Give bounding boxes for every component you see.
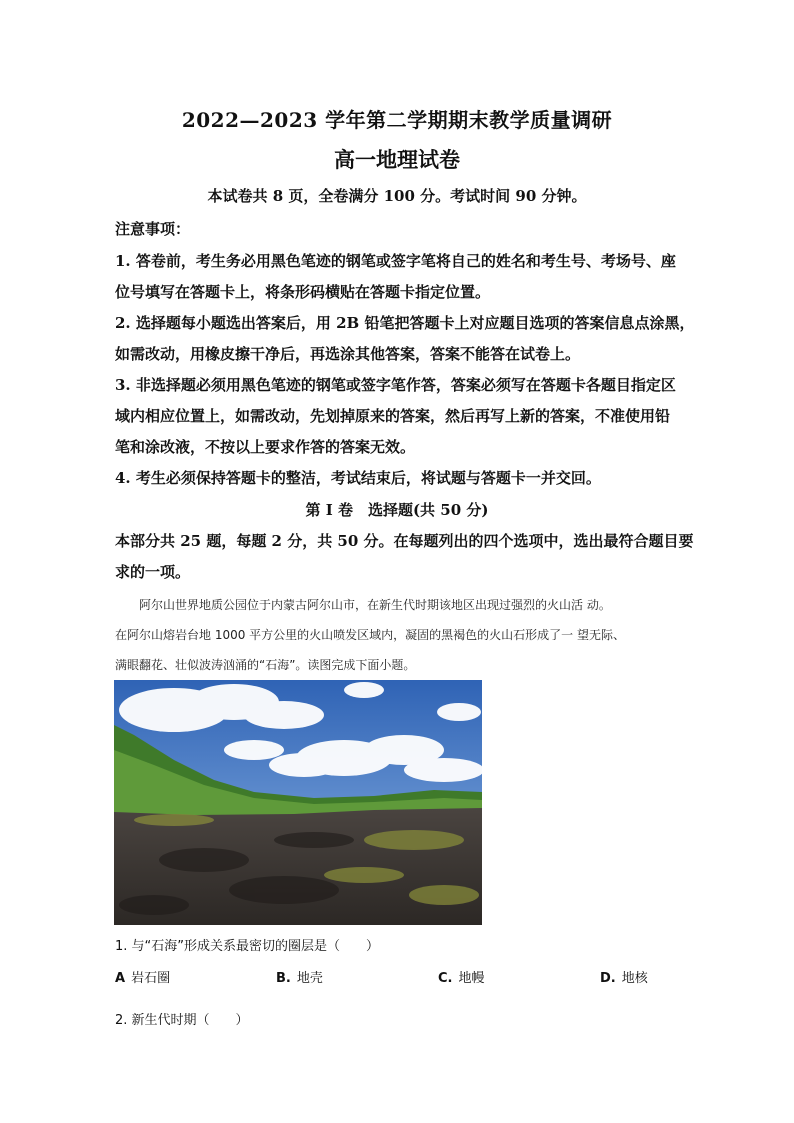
exam-subtitle: 高一地理试卷 — [334, 147, 460, 172]
question-1-option-d[interactable] — [600, 967, 648, 986]
notes-line: 域内相应位置上，如需改动，先划掉原来的答案，然后再写上新的答案，不准使用铅 — [115, 407, 671, 425]
option-key: C. — [438, 971, 453, 986]
passage-line: 满眼翻花、壮似波涛汹涌的“石海”。读图完成下面小题。 — [115, 658, 416, 672]
exam-info: 本试卷共 8 页，全卷满分 100 分。考试时间 90 分钟。 — [207, 187, 587, 205]
notes-line: 1. 答卷前，考生务必用黑色笔迹的钢笔或签字笔将自己的姓名和考生号、考场号、座 — [115, 252, 676, 270]
question-1-option-a[interactable] — [115, 967, 170, 986]
question-1: 1. 与“石海”形成关系最密切的圈层是（ ） — [115, 939, 380, 954]
option-label: 地核 — [621, 971, 648, 986]
passage-line: 在阿尔山熔岩台地 1000 平方公里的火山喷发区域内，凝固的黑褐色的火山石形成了一 望无际、 — [115, 628, 625, 642]
section-heading: 第 I 卷 选择题(共 50 分) — [305, 501, 489, 519]
notes-heading: 注意事项： — [115, 220, 191, 238]
notes-line: 位号填写在答题卡上，将条形码横贴在答题卡指定位置。 — [115, 283, 491, 301]
option-key: B. — [276, 971, 291, 986]
notes-line: 笔和涂改液，不按以上要求作答的答案无效。 — [115, 438, 416, 456]
notes-line: 3. 非选择题必须用黑色笔迹的钢笔或签字笔作答，答案必须写在答题卡各题目指定区 — [115, 376, 676, 394]
section-intro-line: 求的一项。 — [115, 563, 191, 581]
option-label: 地壳 — [296, 971, 323, 986]
option-key: D. — [600, 971, 616, 986]
passage-line: 阿尔山世界地质公园位于内蒙古阿尔山市，在新生代时期该地区出现过强烈的火山活 动。 — [115, 598, 611, 612]
notes-line: 2. 选择题每小题选出答案后，用 2B 铅笔把答题卡上对应题目选项的答案信息点涂黑， — [115, 314, 695, 332]
option-label: 岩石圈 — [131, 971, 171, 986]
option-label: 地幔 — [458, 971, 485, 986]
lava-field-photo — [114, 680, 482, 925]
exam-title: 2022—2023 学年第二学期期末教学质量调研 — [181, 108, 613, 132]
question-1-option-c[interactable] — [438, 967, 485, 986]
notes-line: 4. 考生必须保持答题卡的整洁，考试结束后，将试题与答题卡一并交回。 — [115, 469, 601, 487]
question-2: 2. 新生代时期（ ） — [115, 1013, 249, 1028]
option-key: A — [115, 971, 126, 986]
question-1-option-b[interactable] — [276, 967, 323, 986]
section-intro-line: 本部分共 25 题，每题 2 分，共 50 分。在每题列出的四个选项中，选出最符合题目要 — [115, 532, 694, 550]
notes-line: 如需改动，用橡皮擦干净后，再选涂其他答案，答案不能答在试卷上。 — [115, 345, 581, 363]
